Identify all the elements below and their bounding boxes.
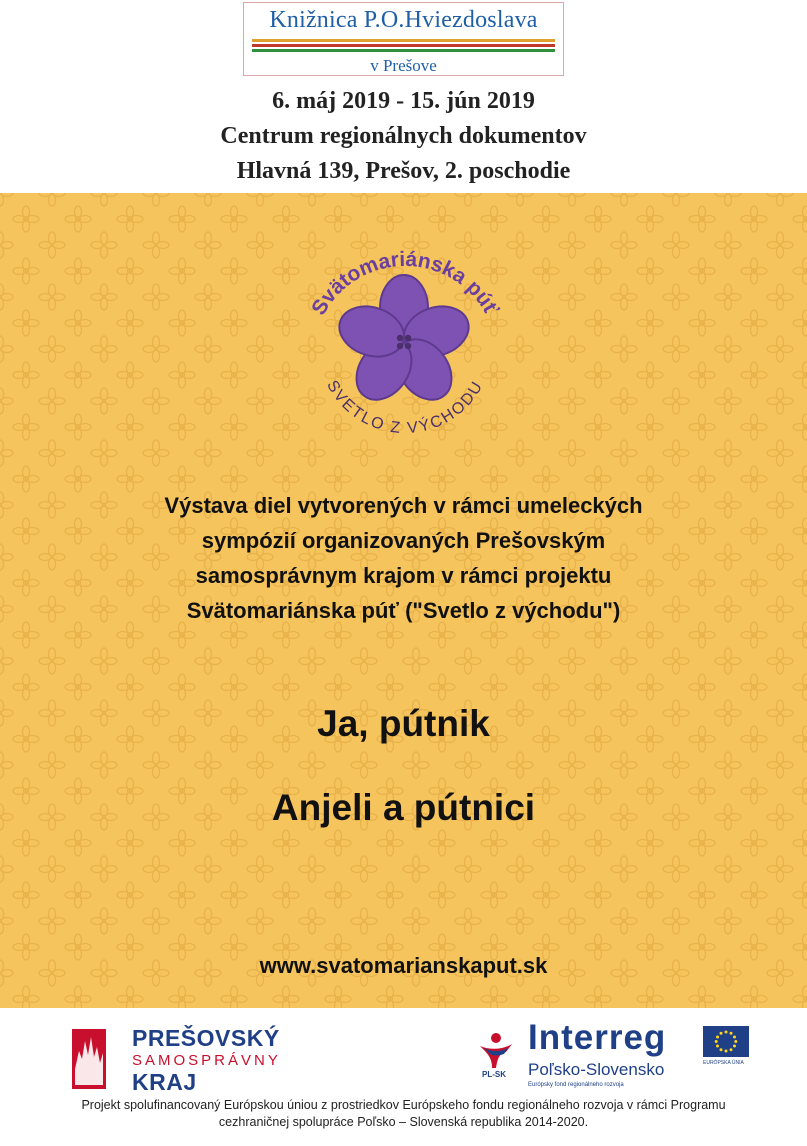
interreg-name: Interreg	[528, 1018, 667, 1057]
exhibition-description	[0, 488, 807, 628]
event-address: Hlavná 139, Prešov, 2. poschodie	[236, 158, 571, 184]
logo-stripe-orange	[252, 39, 555, 42]
svatomarianska-put-logo	[280, 228, 530, 443]
website-link[interactable]: www.svatomarianskaput.sk	[259, 953, 548, 978]
violet-flower-icon	[333, 275, 475, 410]
logo-stripe-green	[252, 49, 555, 52]
library-logo	[243, 2, 564, 76]
presovsky-kraj-logo	[72, 1025, 342, 1093]
svg-text:SVETLO Z VÝCHODU	[323, 378, 487, 437]
library-name: Knižnica P.O.Hviezdoslava	[269, 7, 538, 33]
description-line: Svätomariánska púť ("Svetlo z východu")	[186, 598, 621, 623]
logo-stripe-red	[252, 44, 555, 47]
psk-emblem-icon	[72, 1029, 106, 1089]
footer-funding-note	[0, 1097, 807, 1131]
poster-panel	[0, 193, 807, 1008]
plsk-figure-icon	[476, 1032, 516, 1070]
exhibition-title-1: Ja, pútnik	[317, 703, 490, 744]
interreg-subtitle: Poľsko-Slovensko	[528, 1060, 665, 1079]
plsk-label: PL-SK	[482, 1070, 506, 1079]
description-line: Výstava diel vytvorených v rámci umeleckých	[164, 493, 643, 518]
interreg-fund-text: Európsky fond regionálneho rozvoja	[528, 1082, 624, 1088]
badge-title-text: Svätomariánska púť	[307, 247, 503, 320]
psk-name-line2: SAMOSPRÁVNY	[132, 1052, 281, 1069]
psk-name-line3: KRAJ	[132, 1069, 197, 1095]
psk-name-line1: PREŠOVSKÝ	[132, 1025, 280, 1051]
eu-label: EURÓPSKA ÚNIA	[703, 1060, 744, 1066]
badge-subtitle-text: SVETLO Z VÝCHODU	[323, 377, 487, 438]
footer-note-line1: Projekt spolufinancovaný Európskou úniou z prostriedkov Európskeho fondu regionálneho rozvoja v rámci Programu	[81, 1098, 726, 1112]
event-date: 6. máj 2019 - 15. jún 2019	[272, 88, 535, 114]
interreg-logo	[470, 1018, 770, 1094]
library-city: v Prešove	[370, 56, 437, 75]
description-line: sympózií organizovaných Prešovským	[201, 528, 606, 553]
event-venue: Centrum regionálnych dokumentov	[220, 123, 587, 149]
eu-flag-icon	[703, 1026, 749, 1057]
description-line: samosprávnym krajom v rámci projektu	[195, 563, 612, 588]
exhibition-title-2: Anjeli a pútnici	[271, 787, 536, 828]
footer-note-line2: cezhraničnej spolupráce Poľsko – Slovenská republika 2014-2020.	[218, 1115, 589, 1129]
